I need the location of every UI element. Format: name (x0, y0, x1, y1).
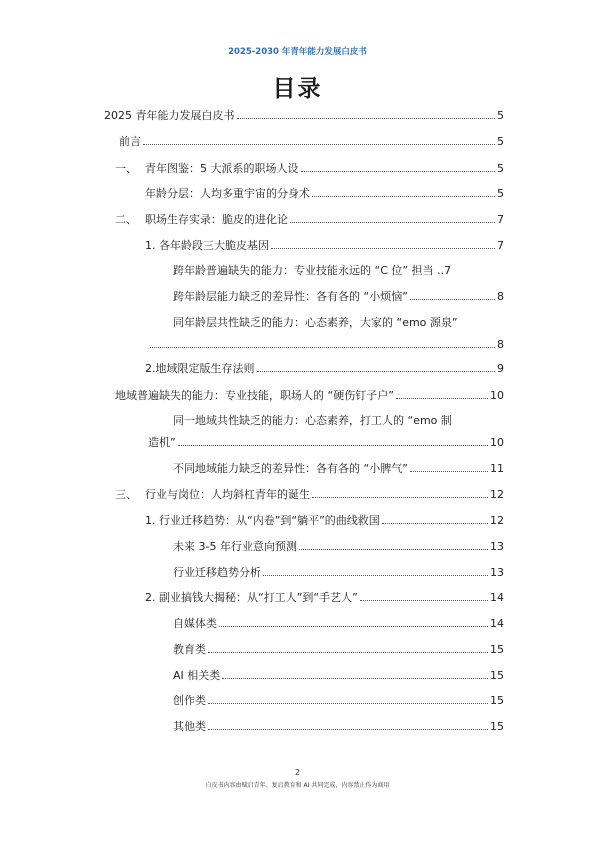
toc-entry[interactable] (173, 617, 504, 631)
toc-page-number: 13 (490, 566, 504, 579)
toc-page-number: 8 (497, 290, 504, 303)
toc-entry-title: 跨年龄普遍缺失的能力：专业技能永远的 “C 位” 担当 .. (173, 264, 445, 277)
toc-entry[interactable] (115, 162, 504, 176)
toc-leader-dots (312, 497, 488, 498)
toc-entry-number: 三、 (115, 488, 137, 501)
toc-entry-title: 造机” (148, 436, 176, 449)
toc-leader-dots (410, 471, 488, 472)
toc-leader-dots (290, 222, 495, 223)
toc-entry-title: 职场生存实录：脆皮的进化论 (145, 213, 288, 226)
toc-entry[interactable] (173, 694, 504, 708)
toc-page-number: 7 (444, 264, 452, 277)
toc-page-number: 7 (497, 239, 504, 252)
toc-entry-title: 2.地域限定版生存法则 (145, 362, 255, 375)
toc-entry[interactable] (145, 362, 504, 376)
toc-leader-dots (208, 652, 488, 653)
toc-leader-dots (222, 678, 488, 679)
toc-leader-dots (208, 729, 488, 730)
toc-leader-dots (208, 703, 488, 704)
toc-entry[interactable] (145, 239, 504, 253)
toc-page-number: 9 (497, 362, 504, 375)
toc-leader-dots (263, 575, 488, 576)
toc-entry-title: 创作类 (173, 694, 206, 707)
toc-leader-dots (178, 445, 488, 446)
toc-entry-title: 其他类 (173, 720, 206, 733)
toc-entry[interactable] (173, 566, 504, 580)
toc-leader-dots (301, 171, 496, 172)
toc-page-number: 5 (497, 162, 504, 175)
toc-page-number: 14 (490, 591, 504, 604)
toc-entry[interactable] (104, 109, 504, 123)
toc-entry[interactable] (119, 135, 504, 149)
toc-entry-title: 不同地域能力缺乏的差异性：各有各的 “小脾气” (173, 462, 408, 475)
toc-entry[interactable] (173, 540, 504, 554)
toc-leader-dots (271, 248, 495, 249)
toc-leader-dots (299, 549, 488, 550)
toc-page-number: 10 (490, 436, 504, 449)
toc-entry-title: 青年图鉴：5 大派系的职场人设 (145, 162, 299, 175)
document-header: 2025-2030 年青年能力发展白皮书 (228, 47, 367, 57)
toc-entry[interactable] (148, 338, 504, 352)
toc-entry-title: 2025 青年能力发展白皮书 (104, 109, 235, 122)
toc-entry[interactable] (173, 643, 504, 657)
toc-entry[interactable] (173, 264, 504, 278)
toc-page-number: 15 (490, 720, 504, 733)
toc-leader-dots (237, 118, 496, 119)
toc-entry[interactable] (173, 462, 504, 476)
toc-page-number: 10 (490, 389, 504, 402)
toc-entry[interactable] (145, 187, 504, 201)
toc-leader-dots (257, 371, 496, 372)
toc-leader-dots (143, 144, 495, 145)
toc-page-number: 11 (490, 462, 504, 475)
footer-note: 白皮书内容由赋启青年、复启教育和 AI 共同完成，内容禁止作为商用 (205, 782, 390, 789)
toc-entry-title: 1. 行业迁移趋势：从“内卷”到“躺平”的曲线救国 (145, 514, 380, 527)
toc-entry-title: 行业与岗位：人均斜杠青年的诞生 (145, 488, 310, 501)
toc-entry[interactable] (173, 720, 504, 734)
toc-leader-dots (382, 523, 488, 524)
toc-entry[interactable] (145, 514, 504, 528)
toc-page-number: 5 (497, 135, 504, 148)
toc-leader-dots (150, 347, 495, 348)
toc-entry-title: 1. 各年龄段三大脆皮基因 (145, 239, 269, 252)
toc-entry[interactable] (173, 290, 504, 304)
toc-entry-number: 二、 (115, 213, 137, 226)
toc-entry[interactable] (115, 389, 504, 403)
toc-entry-title: 前言 (119, 135, 141, 148)
toc-page-number: 15 (490, 694, 504, 707)
page-number: 2 (294, 768, 301, 777)
toc-leader-dots (360, 600, 488, 601)
toc-entry-title[interactable]: 同一地域共性缺乏的能力：心态素养，打工人的 “emo 制 (173, 414, 452, 427)
toc-entry[interactable] (115, 213, 504, 227)
toc-page-number: 7 (497, 213, 504, 226)
toc-leader-dots (219, 626, 488, 627)
toc-entry[interactable] (148, 436, 504, 450)
toc-page-number: 15 (490, 669, 504, 682)
toc-leader-dots (396, 398, 488, 399)
toc-page-number: 12 (490, 488, 504, 501)
toc-entry-title: 未来 3-5 年行业意向预测 (173, 540, 297, 553)
toc-entry-number: 一、 (115, 162, 137, 175)
toc-page-number: 5 (497, 187, 504, 200)
toc-entry-title: 2. 副业搞钱大揭秘：从“打工人”到“手艺人” (145, 591, 358, 604)
toc-page-number: 5 (497, 109, 504, 122)
toc-page-number: 8 (497, 338, 504, 351)
toc-entry-title: 跨年龄层能力缺乏的差异性：各有各的 “小烦恼” (173, 290, 408, 303)
toc-page-number: 12 (490, 514, 504, 527)
toc-entry[interactable] (173, 669, 504, 683)
toc-entry[interactable] (115, 488, 504, 502)
toc-entry-title: 自媒体类 (173, 617, 217, 630)
toc-entry[interactable] (145, 591, 504, 605)
toc-entry-title: 年龄分层：人均多重宇宙的分身术 (145, 187, 310, 200)
toc-entry-title: 地域普遍缺失的能力：专业技能，职场人的 “硬伤钉子户” (115, 389, 394, 402)
page-title: 目录 (272, 76, 323, 102)
toc-entry-title[interactable]: 同年龄层共性缺乏的能力：心态素养，大家的 “emo 源泉” (173, 316, 458, 329)
toc-entry-title: 教育类 (173, 643, 206, 656)
toc-page-number: 14 (490, 617, 504, 630)
toc-leader-dots (410, 299, 495, 300)
toc-entry-title: 行业迁移趋势分析 (173, 566, 261, 579)
toc-leader-dots (312, 196, 495, 197)
toc-page-number: 15 (490, 643, 504, 656)
toc-entry-title: AI 相关类 (173, 669, 221, 682)
toc-page-number: 13 (490, 540, 504, 553)
